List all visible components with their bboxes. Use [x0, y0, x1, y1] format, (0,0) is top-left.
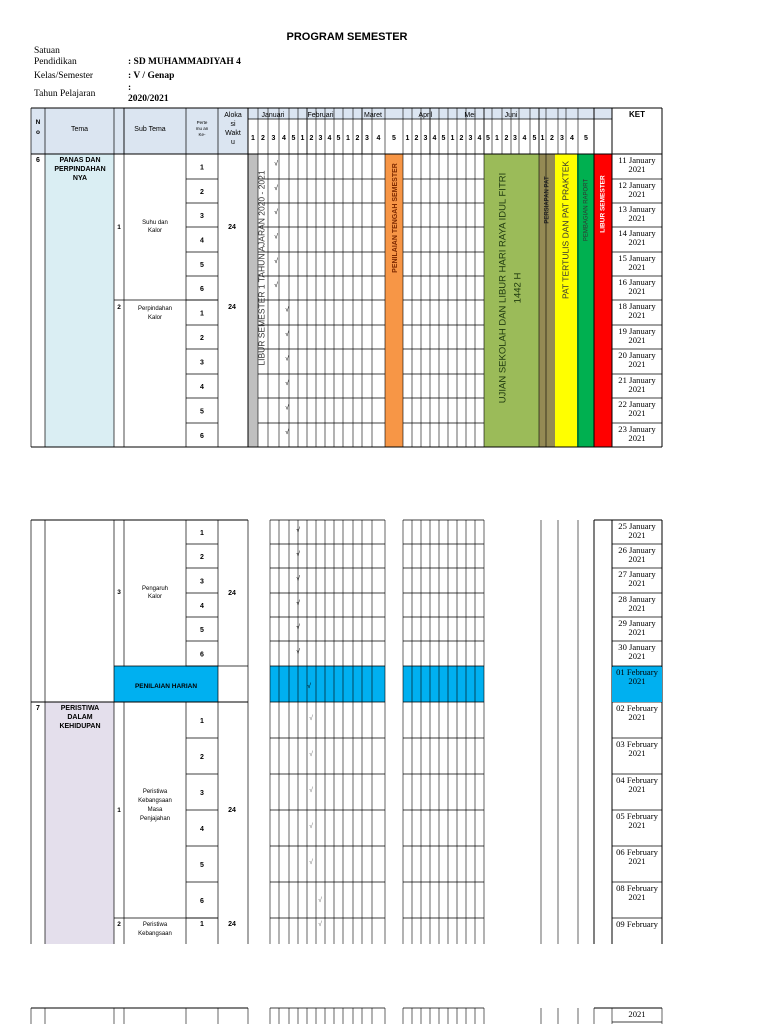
- ket-date: 2021: [628, 1009, 646, 1019]
- ket-date: 20 January 2021: [618, 349, 656, 370]
- subtheme-name: Suhu dan: [142, 220, 168, 226]
- meeting-number: 1: [200, 718, 204, 725]
- meeting-number: 4: [200, 826, 204, 833]
- header-week-number: 5: [441, 135, 446, 142]
- meeting-number: 2: [200, 554, 204, 561]
- header-week-number: 3: [513, 135, 517, 142]
- meeting-number: 1: [200, 530, 204, 537]
- subtheme-name: Pengaruh: [141, 586, 169, 592]
- satuan-label: Satuan: [34, 46, 60, 56]
- header-month: Juni: [504, 112, 518, 119]
- ujian-sekolah-fill: [485, 155, 538, 447]
- theme7-name: KEHIDUPAN: [59, 723, 101, 730]
- subtheme-number: 1: [117, 224, 121, 231]
- subtheme-name: Peristiwa: [142, 922, 168, 928]
- ket-date: 15 January 2021: [618, 252, 656, 273]
- check-mark: √: [296, 527, 300, 534]
- subtheme-name: Masa: [147, 807, 163, 813]
- libur-semester-label: LIBUR SEMESTER: [599, 175, 607, 233]
- subtheme-allocation: 24: [228, 224, 236, 231]
- header-alokasi: Wakt: [225, 130, 241, 137]
- header-ket: KET: [629, 110, 645, 119]
- ket-date: 29 January 2021: [618, 617, 656, 638]
- header-month: Februari: [307, 112, 334, 119]
- meeting-number: 6: [200, 651, 204, 659]
- check-mark: √: [296, 624, 300, 631]
- theme7-number: 7: [36, 705, 40, 712]
- theme7-fill: [45, 702, 114, 944]
- subtheme-allocation: 24: [228, 590, 236, 597]
- header-week-number: 2: [550, 135, 554, 142]
- header-week-number: 4: [376, 135, 381, 142]
- ket-date: 06 February 2021: [616, 846, 658, 867]
- header-week-number: 2: [504, 135, 509, 142]
- ket-date: 26 January 2021: [618, 544, 656, 565]
- header-week-number: 3: [271, 135, 276, 142]
- theme6-name: PANAS DAN: [59, 157, 101, 164]
- header-pertemuan: Ke-: [198, 132, 206, 137]
- meeting-number: 2: [200, 189, 204, 196]
- theme6-number: 6: [36, 157, 40, 164]
- check-mark: √: [296, 600, 300, 607]
- check-mark: √: [296, 575, 300, 583]
- header-month: April: [418, 112, 433, 119]
- meeting-number: 5: [200, 627, 204, 634]
- header-week-number: 3: [318, 135, 323, 142]
- header-week-number: 2: [414, 135, 419, 142]
- header-week-number: 5: [532, 135, 537, 142]
- pts-label: PENILAIAN TENGAH SEMESTER: [391, 163, 399, 273]
- header-week-number: 5: [584, 135, 588, 142]
- header-week-number: 3: [468, 135, 473, 142]
- ujian-label-line2: 1442 H: [512, 272, 524, 304]
- ket-date: 25 January 2021: [618, 520, 656, 541]
- theme7-name: DALAM: [67, 714, 93, 721]
- meeting-number: 4: [200, 603, 204, 610]
- subtheme-number: 2: [117, 921, 121, 928]
- check-mark: √: [274, 233, 278, 241]
- header-no: o: [36, 129, 40, 136]
- satuan-value: : SD MUHAMMADIYAH 4: [128, 57, 241, 67]
- header-month: Maret: [364, 112, 382, 119]
- header-subtema: Sub Tema: [134, 126, 166, 133]
- check-mark: √: [274, 185, 278, 192]
- header-week-number: 5: [392, 135, 396, 142]
- check-mark: √: [285, 380, 289, 387]
- check-mark: √: [318, 897, 322, 904]
- ket-date: 16 January 2021: [618, 276, 656, 297]
- subtheme-name: Kebangsaan: [138, 931, 172, 937]
- check-mark: √: [309, 751, 313, 758]
- subtheme-name: Peristiwa: [142, 789, 168, 795]
- meeting-number: 5: [200, 862, 204, 869]
- meeting-number: 1: [200, 164, 204, 172]
- ket-date: 14 January 2021: [618, 227, 656, 248]
- theme6-name: NYA: [72, 175, 88, 182]
- header-week-number: 1: [450, 135, 455, 142]
- header-week-number: 1: [346, 135, 350, 142]
- ket-date: 30 January 2021: [618, 641, 656, 662]
- theme7-name: PERISTIWA: [60, 705, 100, 712]
- meeting-number: 3: [200, 359, 204, 367]
- subtheme-number: 3: [117, 589, 121, 596]
- ket-date: 08 February 2021: [616, 882, 658, 903]
- ket-date: 27 January 2021: [618, 568, 656, 589]
- header-week-number: 2: [309, 135, 314, 142]
- subtheme-allocation: 24: [228, 807, 236, 814]
- check-mark: √: [285, 404, 289, 412]
- header-week-number: 2: [261, 135, 265, 142]
- ket-date: 01 February 2021: [612, 667, 662, 702]
- theme6-fill: [45, 154, 114, 447]
- header-week-number: 1: [405, 135, 410, 142]
- check-mark: √: [274, 209, 278, 216]
- subtheme-name: Kalor: [147, 594, 163, 600]
- header-week-number: 1: [495, 135, 499, 142]
- header-week-number: 5: [291, 135, 296, 142]
- page-title: PROGRAM SEMESTER: [286, 31, 408, 43]
- ket-date: 21 January 2021: [618, 374, 656, 395]
- ket-date: 09 February: [616, 918, 658, 929]
- ket-date: 12 January 2021: [618, 179, 656, 200]
- header-alokasi: si: [230, 121, 236, 128]
- check-mark: √: [274, 282, 278, 289]
- ket-date: 28 January 2021: [618, 593, 656, 614]
- check-mark: √: [309, 859, 313, 866]
- header-week-number: 4: [570, 135, 574, 142]
- header-pertemuan: mu an: [195, 126, 209, 131]
- check-mark: √: [274, 160, 278, 168]
- header-week-number: 2: [459, 135, 464, 142]
- header-month: Mei: [464, 112, 476, 119]
- ket-date: 05 February 2021: [616, 810, 658, 831]
- check-mark: √: [309, 823, 313, 830]
- meeting-number: 2: [200, 335, 204, 342]
- header-week-number: 4: [522, 135, 527, 142]
- header-week-number: 1: [540, 135, 545, 142]
- subtheme-allocation: 24: [228, 304, 236, 311]
- ket-date: 11 January 2021: [618, 154, 656, 175]
- meeting-number: 3: [200, 213, 204, 220]
- meeting-number: 4: [200, 384, 204, 391]
- header-week-number: 2: [355, 135, 360, 142]
- check-mark: √: [309, 715, 313, 722]
- subtheme-number: 2: [117, 304, 121, 311]
- meeting-number: 4: [200, 237, 204, 245]
- meeting-number: 5: [200, 262, 204, 269]
- ujian-label-line1: UJIAN SEKOLAH DAN LIBUR HARI RAYA IDUL FITRI: [497, 172, 509, 404]
- satuan-label-2: Pendidikan: [34, 57, 77, 67]
- header-no: N: [35, 119, 41, 126]
- subtheme-name: Kalor: [147, 315, 163, 321]
- penilaian-harian-weeks-a: [270, 666, 385, 702]
- header-week-number: 3: [560, 135, 564, 142]
- ket-date: 23 January 2021: [618, 423, 656, 444]
- meeting-number: 3: [200, 790, 204, 797]
- check-mark: √: [318, 921, 322, 928]
- tahun-label: Tahun Pelajaran: [34, 89, 96, 99]
- header-week-number: 4: [477, 135, 482, 142]
- subtheme-name: Penjajahan: [139, 816, 171, 822]
- pat-label: PAT TERTULIS DAN PAT PRAKTEK: [560, 160, 571, 300]
- check-mark: √: [274, 258, 278, 265]
- meeting-number: 3: [200, 578, 204, 586]
- ket-date: 19 January 2021: [618, 325, 656, 346]
- header-week-number: 1: [300, 135, 305, 142]
- penilaian-harian-weeks-b: [403, 666, 484, 702]
- meeting-number: 1: [200, 921, 204, 928]
- check-mark: √: [285, 429, 289, 436]
- ket-date: 13 January 2021: [618, 203, 656, 224]
- subtheme-allocation: 24: [228, 921, 236, 928]
- check-mark: √: [309, 787, 313, 794]
- header-month: Januari: [261, 112, 285, 119]
- meeting-number: 6: [200, 433, 204, 440]
- tahun-value: 2020/2021: [128, 94, 169, 104]
- check-mark: √: [307, 683, 311, 690]
- penilaian-harian-label: PENILAIAN HARIAN: [134, 683, 198, 690]
- meeting-number: 6: [200, 286, 204, 293]
- header-week-number: 5: [486, 135, 490, 142]
- header-week-number: 4: [432, 135, 437, 142]
- header-pertemuan: Perte: [196, 120, 208, 125]
- subtheme-name: Kebangsaan: [138, 798, 172, 804]
- meeting-number: 5: [200, 408, 204, 416]
- header-week-number: 1: [251, 135, 255, 142]
- header-week-number: 3: [423, 135, 428, 142]
- meeting-number: 1: [200, 310, 204, 318]
- subtheme-name: Perpindahan: [137, 306, 173, 312]
- tahun-colon: :: [128, 83, 132, 93]
- kelas-value: : V / Genap: [128, 71, 175, 81]
- meeting-number: 2: [200, 754, 204, 761]
- check-mark: √: [285, 331, 289, 338]
- persiapan-pat-label: PERSIAPAN PAT: [544, 176, 551, 224]
- check-mark: √: [285, 355, 289, 363]
- check-mark: √: [296, 648, 300, 656]
- header-alokasi: u: [231, 139, 235, 146]
- libur-semester-1-label: LIBUR SEMESTER 1 TAHUN AJARAN 2020 - 2021: [256, 170, 267, 366]
- header-week-number: 4: [327, 135, 332, 142]
- ket-date: 03 February 2021: [616, 738, 658, 759]
- check-mark: √: [285, 306, 289, 314]
- header-tema: Tema: [70, 126, 89, 133]
- subtheme-name: Kalor: [147, 228, 163, 234]
- ket-date: 18 January 2021: [618, 300, 656, 321]
- check-mark: √: [296, 551, 300, 558]
- header-week-number: 5: [336, 135, 341, 142]
- meeting-number: 6: [200, 898, 204, 905]
- ket-date: 22 January 2021: [618, 398, 656, 419]
- theme6-name: PERPINDAHAN: [54, 166, 106, 173]
- raport-label: PEMBAGIAN RAPORT: [583, 178, 590, 242]
- header-week-number: 3: [365, 135, 369, 142]
- subtheme-number: 1: [117, 807, 121, 814]
- header-week-number: 4: [282, 135, 286, 142]
- header-alokasi: Aloka: [224, 112, 242, 119]
- ket-date: 04 February 2021: [616, 774, 658, 795]
- kelas-label: Kelas/Semester: [34, 71, 94, 81]
- ket-date: 02 February 2021: [616, 702, 658, 723]
